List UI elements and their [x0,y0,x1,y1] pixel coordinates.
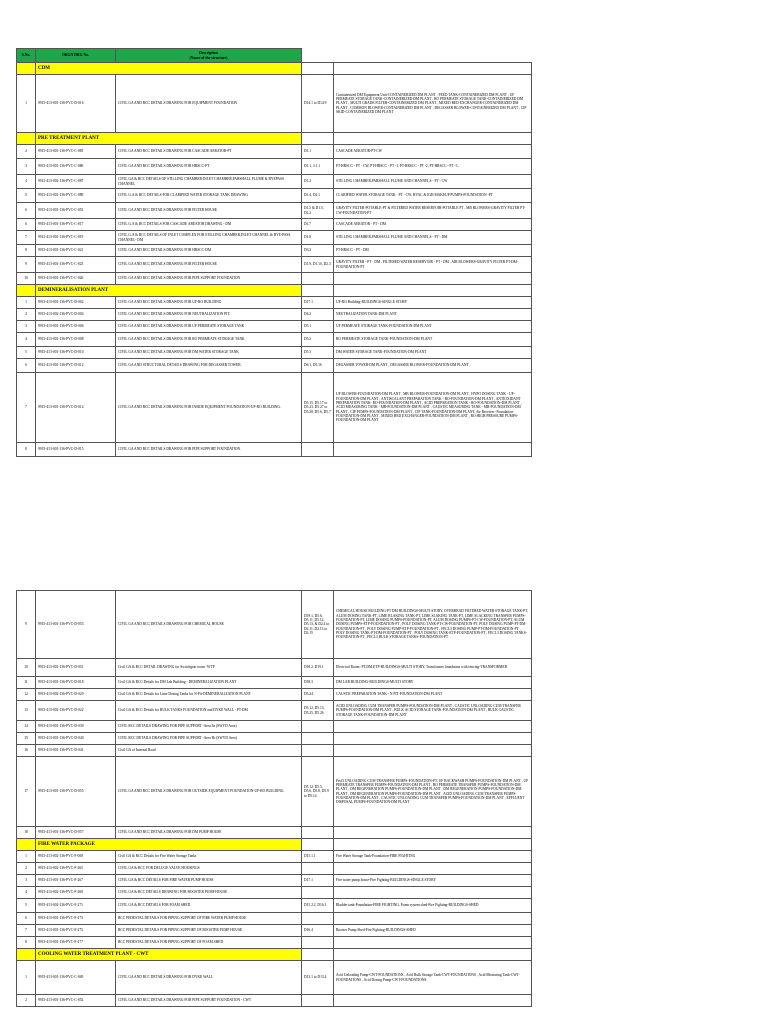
drg-no-cell: 9915-413-001-136-PVC-C-026 [36,273,116,285]
remarks-cell: PT-HRSCC - PT - DM [334,245,532,257]
table-row [17,321,532,333]
table-row [17,851,532,863]
reference-cell: D1.5 & D1.5, D2.2 [302,203,334,219]
table-row [17,175,532,189]
table-row [17,257,532,273]
reference-cell [302,827,334,839]
description-cell: CIVIL GA AND RCC DETAILS DRAWING FOR INSIDE EQUIPMENT FOUNDATION-UF-RO BUILDING. [116,373,302,443]
sno-cell: 7 [17,231,36,245]
section-sno-cell [17,285,36,297]
sno-cell: 1 [17,851,36,863]
table-row [17,347,532,359]
reference-cell: D5.24 [302,689,334,701]
sno-cell: 5 [17,189,36,203]
section-blank-cell [302,839,334,851]
table-row [17,937,532,949]
drg-no-cell: 9915-413-001-136-PVC-D-002 [36,297,116,309]
remarks-cell [334,443,532,457]
sno-cell: 2 [17,309,36,321]
header-description [116,49,302,63]
sno-cell: 11 [17,677,36,689]
drg-no-cell: 9915-413-002-136-PVC-F-265 [36,863,116,875]
section-sno-cell [17,949,36,961]
sno-cell: 8 [17,937,36,949]
drg-no-cell: 9915-413-001-136-PVC-C-049 [36,961,116,995]
table-row [17,333,532,347]
section-sno-cell [17,63,36,75]
drg-no-cell: 9915-413-001-136-PVC-C-086 [36,159,116,175]
remarks-cell: GRAVITY FILTER-POTABLE-PT & FILTERED WATER RESERVOIR-POTABLE PT , MB BLOWERS-GRAVITY FILTER PT-CW-FOUNDATION-PT [334,203,532,219]
table-row [17,827,532,839]
remarks-cell: Fire water pump house-Fire Fighting-BUILDINGS-SINGLE STORY [334,875,532,887]
section-blank-cell [334,839,532,851]
section-label: FIRE WATER PACKAGE [36,839,302,851]
reference-cell: D15.1.1 [302,851,334,863]
remarks-cell: UF-RO Building-BUILDINGS-SINGLE STORY [334,297,532,309]
section-blank-cell [334,133,532,145]
section-sno-cell [17,839,36,851]
table-row [17,189,532,203]
remarks-cell [334,887,532,899]
remarks-cell: NEUTRALIZATION TANK-DM PLANT [334,309,532,321]
reference-cell: D3.2 [302,245,334,257]
sno-cell: 1 [17,961,36,995]
reference-cell: D6.1, D5.16 [302,359,334,373]
section-label: COOLING WATER TREATMENT PLANT - CWT [36,949,302,961]
section-row [17,285,532,297]
drg-no-cell: 9915-413-001-136-PVC-F-277 [36,937,116,949]
remarks-cell: DM WATER STORAGE TANK-FOUNDATION-DM PLANT [334,347,532,359]
drg-no-cell: 9915-413-002-136-PVC-C-087 [36,175,116,189]
sno-cell: 9 [17,257,36,273]
remarks-cell: RO PERMEATE STORAGE TANK-FOUNDATION-DM PLANT [334,333,532,347]
section-blank-cell [334,949,532,961]
sno-cell: 7 [17,373,36,443]
description-cell: CIVIL G.A & RCC DETAILS FOR CASCADE AREATOR DRAWING - DM [116,219,302,231]
table-row [17,245,532,257]
remarks-cell: STILLING CHAMBER,PARSHALL FLUME AND CHANNELS - PT - CW [334,175,532,189]
description-cell: CIVIL GA AND RCC DETAILS DRAWING FOR HRSCC-PT [116,159,302,175]
description-cell: CIVIL GA & RCC DETAILS FOR FOAM SHED [116,899,302,913]
sno-cell: 6 [17,913,36,925]
reference-cell: D1.4, D2.1 [302,189,334,203]
remarks-cell: ACID UNLOADING CUM TRANSFER PUMPS-FOUNDATION-DM PLANT , CAUSTIC UNLOADING CUM TRANSFER PUMPS-FOUNDATION-DM PLANT , BULK ACID STORAGE TANK-FOUNDATION-DM PLANT , BULK CAUSTIC STORAGE TANK-FOUNDATION-DM PLANT [334,701,532,721]
remarks-cell [334,913,532,925]
section-label: CDM [36,63,302,75]
description-cell: Civil GA & RCC Details for Fire Water Storage Tanks [116,851,302,863]
drg-no-cell: 9915-413-001-136-PVC-D-051 [36,659,116,677]
remarks-cell [334,733,532,745]
remarks-cell [334,273,532,285]
drg-no-cell: 9915-413-001-136-PVC-C-019 [36,231,116,245]
sno-cell: 13 [17,701,36,721]
sno-cell: 2 [17,995,36,1007]
description-cell: CIVIL RCC DETAILS DRAWING FOR PIPE SUPPORT -Area 8a (SWYD Area) [116,721,302,733]
section-label: PRE TREATMENT PLANT [36,133,302,145]
description-cell: CIVIL G.A & RCC DETAILS OF INLET COMPLEX FOR STILLING CHAMBER,INLET CHANNEL & BYE-PASS CHANNEL- DM [116,231,302,245]
table-row [17,875,532,887]
remarks-cell: CASCADE AERATOR-PT-CW [334,145,532,159]
remarks-cell: Fire Water Storage Tank-Foundation-FIRE FIGHTING [334,851,532,863]
remarks-cell [334,863,532,875]
remarks-cell: CAUSTIC PREPARATION TANK - N PIT-FOUNDATION-DM PLANT [334,689,532,701]
section-blank-cell [334,285,532,297]
description-cell: CIVIL GA AND RCC DETAILS DRAWING FOR RO PERMEATE STORAGE TANK [116,333,302,347]
reference-cell [302,733,334,745]
description-cell: CIVIL GA AND RCC DETAILS DRAWING FOR DM WATER STORAGE TANK [116,347,302,359]
table-row [17,995,532,1007]
header-row [17,49,532,63]
section-sno-cell [17,133,36,145]
drg-no-cell: 9915-413-001-136-PVC-D-016 [36,75,116,133]
sno-cell: 8 [17,245,36,257]
reference-cell [302,273,334,285]
reference-cell [302,745,334,757]
reference-cell [302,995,334,1007]
table-row [17,309,532,321]
reference-cell: D13.1 to D13.4 [302,961,334,995]
remarks-cell [334,745,532,757]
remarks-cell: DEGASSER TOWER-DM PLANT , DEGASSER BLOWER-FOUNDATION-DM PLANT , [334,359,532,373]
header-description-title: Description [199,50,218,55]
table-row [17,75,532,133]
reference-cell: D17.1 [302,875,334,887]
reference-cell: D1.9, D1.10, D2.3 [302,257,334,273]
description-cell: CIVIL GA AND RCC DETAILS DRAWING FOR FILTER HOUSE [116,203,302,219]
sno-cell: 15 [17,733,36,745]
sno-cell: 5 [17,347,36,359]
description-cell: CIVIL GA AND RCC DETAILS DRAWING FOR NEUTRALIZATION PIT. [116,309,302,321]
description-cell: CIVIL GA & RCC FOR DELUGE VALVE HOUSINGS [116,863,302,875]
description-cell: CIVIL GA & RCC DETAILS FOR FIRE WATER PUMP HOUSE [116,875,302,887]
reference-cell [302,937,334,949]
reference-cell: D5.15, D5.17 to D5.23, D5.27 to D5.28, D5.6, D5.7 [302,373,334,443]
drg-no-cell: 9915-413-001-136-PVC-D-014 [36,373,116,443]
description-cell: CIVIL GA AND RCC DETAILS DRAWING FOR EQUIPMENT FOUNDATION [116,75,302,133]
reference-cell: D1.1, 3.1.1 [302,159,334,175]
sno-cell: 17 [17,757,36,827]
table-row [17,913,532,925]
sno-cell: 2 [17,145,36,159]
remarks-cell: DM LAB BUILDING-BUILDINGS-MULTI STORY [334,677,532,689]
description-cell: CIVIL GA AND RCC DETAILS DRAWING FOR PIPE SUPPORT FOUNDATION [116,273,302,285]
drg-no-cell: 9915-413-001-136-PVC-F-267 [36,875,116,887]
table-row [17,159,532,175]
sno-cell: 7 [17,925,36,937]
reference-cell: D5.1 [302,321,334,333]
reference-cell [302,863,334,875]
drg-no-cell: 9915-413-002-136-PVC-F-269 [36,887,116,899]
sno-cell: 9 [17,591,36,659]
description-cell: CIVIL G.A & RCC DETAILS FOR CLARIFIED WATER STORAGE TANK DRAWING [116,189,302,203]
drg-no-cell: 9915-413-001-136-PVC-D-010 [36,347,116,359]
drg-no-cell: 9915-413-001-136-PVC-F-275 [36,925,116,937]
drg-no-cell: 9915-413-001-136-PVC-D-041 [36,745,116,757]
table-row [17,863,532,875]
reference-cell: D1.1 [302,145,334,159]
reference-cell [302,887,334,899]
header-drg-no: ORGN DRG No. [36,49,116,63]
reference-cell: D5.3 [302,347,334,359]
reference-cell: D1.8 [302,231,334,245]
remarks-cell: CHEMICAL HOUSE BUILDING-PT DM BUILDINGS-MULTI STORY, OVERHEAD FILTERED WATER STORAGE TANK-PT, ALUM DOSING TANK-PT, LIME BLAKING TANK-PT, LIME SLAKING TANK-PT, LIME SLACKING TRANSFER PUMPS-FOUNDATION-PT, LIME DOSING PUMPS-FOUNDATION-PT, ALUM DOSING PUMPS-PT-CW-FOUNDATION-PT, ALUM DOSING PUMPS-ETP-FOUNDATION-PT , POLY DOSING TANK-PT-CW-FOUNDATION-PT, POLY DOSING PUMP-PT-DM-FOUNDATION-PT , POLY DOSING PUMP-ETP-FOUNDATION-PT , FECL3 DOSING PUMP-PT-DM-FOUNDATION-PT , POLY DOSING TANK-PT-DM-FOUNDATION-PT , POLY DOSING TANK-ETP-FOUNDATION-PT , FECL3 DOSING TANKS-FOUNDATION-PT , FECL3 BULK STORAGE TANKS-FOUNDATION-PT [334,591,532,659]
section-blank-cell [302,133,334,145]
sno-cell: 1 [17,75,36,133]
drg-no-cell: 9915-413-001-136-PVC-D-053 [36,591,116,659]
reference-cell: D5.2 [302,333,334,347]
sno-cell: 14 [17,721,36,733]
remarks-cell: Fecl3 UNLOADING CUM TRANSFER PUMPS-FOUNDATION-PT, UF BACKWASH PUMPS-FOUNDATION-DM PLANT , UF PERMEATE TRANSFER PUMPS-FOUNDATION-DM PLANT , RO PERMEATE TRANSFER PUMPS-FOUNDATION-DM PLANT , DM REGENERATION PUMPS-FOUNDATION-DM PLANT , DM REGENERATION PUMPS-FOUNDATION-DM PLANT , DM REGENERATION PUMPS-FOUNDATION-DM PLANT , ACID UNLOADING CUM TRANSFER PUMPS-FOUNDATION-DM PLANT , CAUSTIC UNLOADING CUM TRANSFER PUMPS-FOUNDATION-DM PLANT , EFFLUENT DISPOSAL PUMPS-FOUNDATION-DM PLANT [334,757,532,827]
table-row [17,733,532,745]
drg-no-cell: 9915-413-002-136-PVC-F-271 [36,899,116,913]
reference-cell: D16.4 [302,925,334,937]
description-cell: CIVIL GA AND RCC DETAILS DRAWING FOR CHEMICAL HOUSE [116,591,302,659]
reference-cell: D4.2 [302,309,334,321]
description-cell: CIVIL GA AND RCC DETAILS DRAWING FOR CASCADE AERATOR-PT [116,145,302,159]
remarks-cell [334,937,532,949]
drg-no-cell: 9915-413-001-136-PVC-D-040 [36,733,116,745]
description-cell: CIVIL GA AND RCC DETAILS DRAWING FOR OUTSIDE EQUIPMENT FOUNDATION-UF-RO BUILDING. [116,757,302,827]
reference-cell: D19.1, D5.6, D5.11, D5.12, D5.13, & D2.4 to D2.11, D2.13 to D2.15 [302,591,334,659]
remarks-cell [334,827,532,839]
table-row [17,591,532,659]
table-row [17,887,532,899]
section-label: DEMINERALISATION PLANT [36,285,302,297]
section-row [17,839,532,851]
reference-cell [302,721,334,733]
drg-no-cell: 9915-413-002-136-PVC-D-020 [36,689,116,701]
description-cell: CIVIL RCC DETAILS DRAWING FOR PIPE SUPPORT -Area 8b (SWYD Area) [116,733,302,745]
remarks-cell: Bladder tank-Foundation-FIRE FIGHTING, Foam system shed-Fire Fighting-BUILDINGS-SHED [334,899,532,913]
sno-cell: 8 [17,443,36,457]
remarks-cell: PT-HRSCC - PT - CW, PT-HRSCC - PT -1, PT-HRSCC - PT -2, PT-HRSCC - PT -3 , [334,159,532,175]
table-row [17,701,532,721]
table-row [17,925,532,937]
table-row [17,145,532,159]
sno-cell: 16 [17,745,36,757]
drg-no-cell: 9915-413-002-136-PVC-D-022 [36,701,116,721]
table-row [17,443,532,457]
table-row [17,373,532,443]
sno-cell: 3 [17,875,36,887]
section-row [17,133,532,145]
sno-cell: 1 [17,297,36,309]
drawing-list-table-2 [16,590,532,1007]
table-row [17,721,532,733]
remarks-cell: Containerized DM Equipment Unit-CONTAINERIZED DM PLANT , FEED TANK-CONTAINERIZED DM PLANT , UF PERMEATE STORAGE TANK-CONTAINERIZED DM PLANT , RO PERMEATE STORAGE TANK-CONTAINERIZED DM PLANT , MULTI GRADE FILTER-CONTAINERIZED DM PLANT , MIXED BED EXCHANGER-CONTAINERIZED DM PLANT , COMMON BLOWER-CONTAINERIZED DM PLANT , DEGASSER BLOWER-CONTAINERIZED DM PLANT , CIP SKID-CONTAINERIZED DM PLANT [334,75,532,133]
table-row [17,273,532,285]
drg-no-cell: 9915-413-002-136-PVC-F-008 [36,851,116,863]
sno-cell: 3 [17,159,36,175]
remarks-cell: Booster Pump Shed-Fire Fighting-BUILDINGS-SHED [334,925,532,937]
section-blank-cell [302,949,334,961]
drg-no-cell: 9915-413-001-136-PVC-C-052 [36,995,116,1007]
remarks-cell: CASCADE AERATOR - PT - DM [334,219,532,231]
reference-cell: D1.7 [302,219,334,231]
table-2-body [17,591,532,1007]
remarks-cell [334,995,532,1007]
reference-cell: D14.1 to D14.9 [302,75,334,133]
table-row [17,219,532,231]
reference-cell: D18.3 [302,677,334,689]
table-row [17,659,532,677]
description-cell: CIVIL GA & RCC DETAILS OF STILLING CHAMBER,INLET CHAMBER,PARSHALL FLUME & BYEPASS CHANNEL [116,175,302,189]
sno-cell: 4 [17,333,36,347]
remarks-cell [334,721,532,733]
drg-no-cell: 9915-413-001-136-PVC-D-018 [36,677,116,689]
drg-no-cell: 9915-413-001-136-PVC-C-085 [36,145,116,159]
drg-no-cell: 9915-413-001-136-PVC-D-039 [36,721,116,733]
table-row [17,297,532,309]
drg-no-cell: 9915-413-001-136-PVC-D-008 [36,333,116,347]
description-cell: Civil GA & RCC Details for BULK TANKS FOUNDATION and DYKE WALL - PT-DM [116,701,302,721]
sno-cell: 6 [17,203,36,219]
remarks-cell: Electrical Room- PT,DM,ETP-BUILDINGS-MULTI STORY, Transformer foundation with fencing-TRANSFORMER [334,659,532,677]
drg-no-cell: 9915-413-001-136-PVC-F-273 [36,913,116,925]
sno-cell: 3 [17,321,36,333]
reference-cell: D18.2, D19.1 [302,659,334,677]
description-cell: CIVIL GA AND RCC DETAILS DRAWING FOR DYKE WALL [116,961,302,995]
reference-cell [302,913,334,925]
section-row [17,949,532,961]
remarks-cell: STILLING CHAMBER,PARSHALL FLUME AND CHANNELS - PT - DM [334,231,532,245]
sno-cell: 6 [17,219,36,231]
section-blank-cell [302,63,334,75]
table-row [17,961,532,995]
drg-no-cell: 9915-413-001-136-PVC-D-015 [36,443,116,457]
header-blank [302,49,334,63]
drg-no-cell: 9915-413-001-136-PVC-D-057 [36,827,116,839]
drg-no-cell: 9915-413-001-136-PVC-C-017 [36,219,116,231]
sno-cell: 4 [17,887,36,899]
description-cell: CIVIL GA AND RCC DETAILS DRAWING FOR PIPE SUPPORT FOUNDATION - CWT [116,995,302,1007]
description-cell: Civil GA & RCC Details for DM Lab Building - DEMINERALIZATION PLANT [116,677,302,689]
remarks-cell: GRAVITY FILTER - PT - DM , FILTERED WATER RESERVOIR - PT - DM , AIR BLOWERS-GRAVITY FILTER PT-DM-FOUNDATION-PT [334,257,532,273]
description-cell: CIVIL GA AND RCC DETAILS DRAWING FOR UF PERMEATE STORAGE TANK [116,321,302,333]
drg-no-cell: 9915-413-001-136-PVC-C-053 [36,203,116,219]
description-cell: RCC PEDESTAL DETAILS FOR PIPING SUPPORT OF FIRE WATER PUMP HOUSE [116,913,302,925]
section-blank-cell [334,63,532,75]
header-description-sub: (Name of the structure) [189,55,228,60]
header-blank [334,49,532,63]
reference-cell: D5.12, D5.13, D5.25, D5.26 [302,701,334,721]
section-row [17,63,532,75]
sno-cell: 10 [17,273,36,285]
sno-cell: 5 [17,899,36,913]
drg-no-cell: 9915-413-001-136-PVC-C-021 [36,245,116,257]
drg-no-cell: 9915-413-001-136-PVC-D-012 [36,359,116,373]
remarks-cell: CLARIFIED WATER STORAGE TANK - PT - CW, HVAC & IGH MAKEUP PUMPS-FOUNDATION -PT [334,189,532,203]
reference-cell: D15.2.2, D16.3 [302,899,334,913]
drg-no-cell: 9915-413-001-136-PVC-C-089 [36,189,116,203]
sno-cell: 10 [17,659,36,677]
table-row [17,745,532,757]
sno-cell: 2 [17,863,36,875]
section-blank-cell [302,285,334,297]
drg-no-cell: 9915-413-001-136-PVC-C-023 [36,257,116,273]
description-cell: CIVIL GA AND RCC DETAILS DRAWING FOR FILTER HOUSE [116,257,302,273]
reference-cell: D1.2 [302,175,334,189]
description-cell: CIVIL GA & RCC DETAILS DRAWING FOR BOOSTER PUMP HOUSE [116,887,302,899]
drawing-list-table-1 [16,48,532,457]
sno-cell: 4 [17,175,36,189]
description-cell: RCC PEDESTAL DETAILS FOR PIPING SUPPORT OF BOOSTER PUMP HOUSE [116,925,302,937]
reference-cell: D5.12, D5.5, D5.6, D5.8, D5.9 to D5.14 [302,757,334,827]
drg-no-cell: 9915-413-001-136-PVC-D-055 [36,757,116,827]
description-cell: RCC PEDESTAL DETAILS FOR PIPING SUPPORT OF FOAM SHED [116,937,302,949]
description-cell: CIVIL GA AND STRUCTURAL DETAILS DRAWING FOR DEGASSER TOWER. [116,359,302,373]
description-cell: CIVIL GA AND RCC DETAILS DRAWING FOR DM PUMP HOUSE [116,827,302,839]
remarks-cell: UF BLOWER-FOUNDATION-DM PLANT , MB BLOWER-FOUNDATION-DM PLANT , HYPO DOSING TANK - UF-FOUNDATION-DM PLANT , ANTISCALANT PREPARATION TANK - RO-FOUNDATION-DM PLANT , ANTIOXIDANT PREPARATION TANK- RO-FOUNDATION-DM PLANT , ACID PREPARATION TANK - RO-FOUNDATION-DM PLANT , ACID MEASURING TANK - MB-FOUNDATION-DM PLANT , CAUSTIC MEASURING TANK - MB-FOUNDATION-DM PLANT , CIP PUMPS-FOUNDATION-DM PLANT , CIP TANK-FOUNDATION-DM PLANT, Air Receiver -Foundation-FOUNDATION-DM PLANT , MIXED BED EXCHANGER-FOUNDATION-DM PLANT , RO HIGH PRESSURE PUMPS-FOUNDATION-DM PLANT [334,373,532,443]
description-cell: Civil GA & RCC Details for Lime Dosing Tanks for N-Pit-DEMINERALIZATION PLANT [116,689,302,701]
description-cell: CIVIL GA AND RCC DETAILS DRAWING FOR UF-RO BUILDING [116,297,302,309]
table-row [17,689,532,701]
table-row [17,757,532,827]
table-row [17,231,532,245]
description-cell: CIVIL GA AND RCC DETAILS DRAWING FOR HRSCC-DM [116,245,302,257]
table-row [17,203,532,219]
description-cell: Civil GA of Internal Road [116,745,302,757]
sno-cell: 6 [17,359,36,373]
reference-cell: D17.1 [302,297,334,309]
table-row [17,899,532,913]
drg-no-cell: 9915-413-001-136-PVC-D-006 [36,321,116,333]
table-row [17,677,532,689]
description-cell: Civil GA & RCC DETAIL DRAWING for Switchgear room -WTP [116,659,302,677]
reference-cell [302,443,334,457]
header-sno: S.No. [17,49,36,63]
description-cell: CIVIL GA AND RCC DETAILS DRAWING FOR PIPE SUPPORT FOUNDATION. [116,443,302,457]
drg-no-cell: 9915-413-002-136-PVC-D-004 [36,309,116,321]
table-row [17,359,532,373]
remarks-cell: UF PERMEATE STORAGE TANK-FOUNDATION-DM PLANT [334,321,532,333]
table-1-body [17,63,532,457]
remarks-cell: Acid Unloading Pump-CWT-FOUNDATIONS , Acid Bulk Storage Tank-CWT-FOUNDATIONS , Acid Measuring Tank-CWT-FOUNDATIONS , Acid Dosing Pump-CWT-FOUNDATIONS [334,961,532,995]
sno-cell: 12 [17,689,36,701]
sno-cell: 18 [17,827,36,839]
